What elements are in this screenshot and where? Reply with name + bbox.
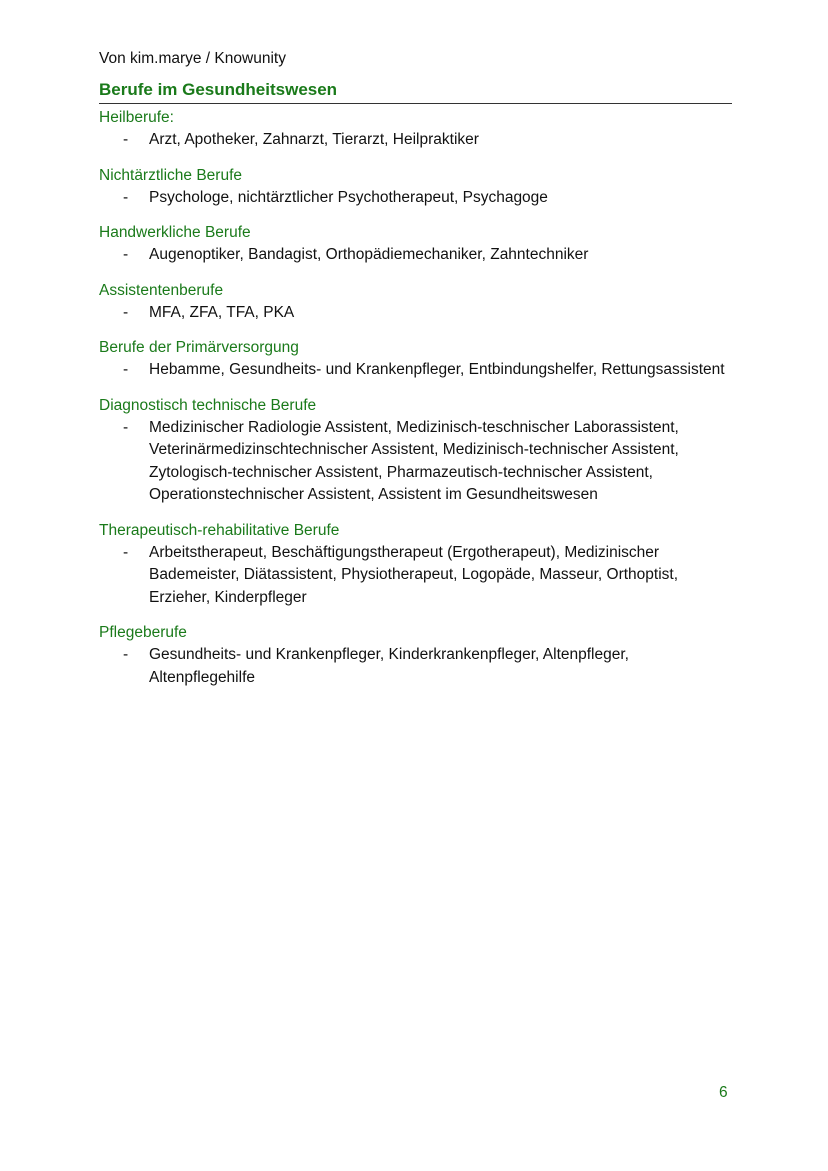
list-item — [99, 417, 729, 507]
section-heilberufe — [99, 107, 729, 152]
section-assistentenberufe — [99, 280, 729, 325]
section-nichtaerztliche-berufe — [99, 165, 729, 210]
list-item — [99, 187, 729, 210]
list-item-text: Hebamme, Gesundheits- und Krankenpfleger, Entbindungshelfer, Rettungsassistent — [149, 361, 725, 378]
list-item — [99, 244, 729, 267]
section-title: Heilberufe: — [99, 109, 174, 126]
section-therapeutisch-rehabilitative-berufe — [99, 520, 729, 610]
bullet-dash: - — [123, 188, 129, 206]
bullet-dash: - — [123, 131, 129, 148]
list-item-text: Augenoptiker, Bandagist, Orthopädiemechaniker, Zahntechniker — [149, 246, 589, 263]
bullet-dash: - — [123, 543, 129, 561]
bullet-dash: - — [123, 303, 129, 321]
list-item — [99, 542, 729, 610]
list-item-text: Arbeitstherapeut, Beschäftigungstherapeut (Ergotherapeut), Medizinischer Bademeister, Diätassistent, Physiotherapeut, Logopäde, Masseur, Orthoptist, Erzieher, Kinderpfleger — [149, 543, 679, 606]
list-item — [99, 129, 729, 152]
section-handwerkliche-berufe — [99, 222, 729, 267]
list-item — [99, 302, 729, 325]
section-diagnostisch-technische-berufe — [99, 395, 729, 507]
author-line: Von kim.marye / Knowunity — [99, 50, 286, 67]
content — [99, 107, 729, 689]
section-title: Handwerkliche Berufe — [99, 224, 251, 241]
section-title: Pflegeberufe — [99, 624, 187, 641]
section-title: Assistentenberufe — [99, 281, 224, 299]
page-title: Berufe im Gesundheitswesen — [99, 80, 338, 99]
list-item-text: Medizinischer Radiologie Assistent, Medizinisch-teschnischer Laborassistent, Veterinärmedizinschtechnischer Assistent, Medizinisch-technischer Assistent, Zytologisch-technischer Assistent, Pharmazeutisch-technischer Assistent, Operationstechnischer Assistent, Assistent im Gesundheitswesen — [149, 418, 679, 503]
section-title: Diagnostisch technische Berufe — [99, 396, 317, 414]
section-title: Nichtärztliche Berufe — [99, 166, 243, 184]
list-item-text: Psychologe, nichtärztlicher Psychotherapeut, Psychagoge — [149, 188, 548, 206]
section-pflegeberufe — [99, 622, 729, 689]
list-item-text: Gesundheits- und Krankenpfleger, Kinderkrankenpfleger, Altenpfleger, Altenpflegehilfe — [149, 646, 629, 686]
list-item — [99, 359, 729, 382]
bullet-dash: - — [123, 361, 129, 378]
list-item-text: MFA, ZFA, TFA, PKA — [149, 303, 295, 321]
bullet-dash: - — [123, 246, 129, 263]
page-number: 6 — [719, 1084, 728, 1101]
bullet-dash: - — [123, 646, 129, 663]
list-item-text: Arzt, Apotheker, Zahnarzt, Tierarzt, Heilpraktiker — [149, 131, 479, 148]
bullet-dash: - — [123, 418, 129, 436]
section-title: Therapeutisch-rehabilitative Berufe — [99, 521, 340, 539]
section-primaerversorgung — [99, 337, 729, 382]
list-item — [99, 644, 729, 689]
title-divider — [99, 103, 732, 104]
section-title: Berufe der Primärversorgung — [99, 339, 299, 356]
